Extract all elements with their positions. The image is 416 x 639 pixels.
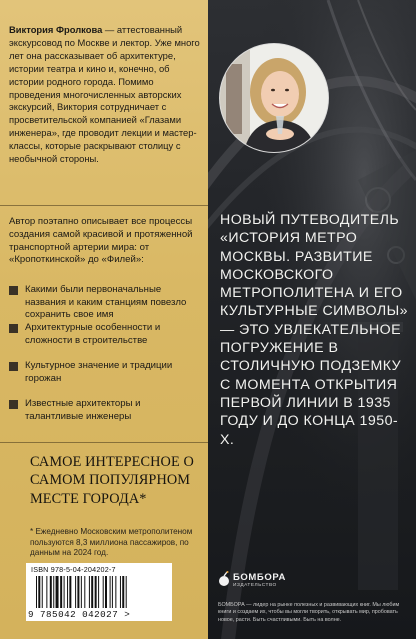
- feature-item: [9, 398, 201, 436]
- lead-text: Автор поэтапно описывает все процессы создания самой красивой и протяженной транспортной артерии мира: от «Кропоткинской» до «Филей»:: [9, 216, 193, 266]
- feature-text: Какими были первоначальные названия и каким станциям повезло сохранить свое имя: [25, 284, 187, 321]
- author-bio-text: — аттестованный экскурсовод по Москве и лектор. Уже много лет она рассказывает об архитектуре, истории театра и кино и, конечно, об истории родного города. Помимо проведения многочисленных авторских экскурсий, Виктория сотрудничает с просветительской компанией «Глазами инженера», где проводит лекции и мастер-классы, которые раскрывают столицу с необычной стороны.: [9, 24, 200, 165]
- divider-top: [0, 205, 208, 206]
- feature-item: [9, 322, 201, 360]
- square-bullet-icon: [9, 324, 18, 333]
- feature-text: Архитектурные особенности и сложности в строительстве: [25, 322, 161, 346]
- publisher-name: БОМБОРА: [233, 572, 286, 583]
- author-portrait: [219, 43, 329, 153]
- publisher-description: БОМБОРА — лидер на рынке полезных и развивающих книг. Мы любим книги и создаем их, чтобы вы могли творить, открывать мир, пробовать новое, расти. Быть счастливыми. Быть на волне.: [218, 602, 400, 623]
- square-bullet-icon: [9, 362, 18, 371]
- right-photo-panel: [208, 0, 416, 639]
- author-photo: [220, 44, 328, 152]
- barcode-number: 9 785042 042027 >: [28, 609, 131, 620]
- publisher-subtitle: ИЗДАТЕЛЬСТВО: [233, 583, 277, 588]
- isbn-label: ISBN 978-5-04-204202-7: [31, 565, 116, 574]
- footnote: * Ежедневно Московским метрополитеном пользуются 8,3 миллиона пассажиров, по данным на 2024 год.: [30, 527, 193, 558]
- author-name: Виктория Фролкова: [9, 24, 103, 35]
- feature-item: [9, 284, 201, 322]
- square-bullet-icon: [9, 400, 18, 409]
- feature-item: [9, 360, 201, 398]
- tagline: САМОЕ ИНТЕРЕСНОЕ О САМОМ ПОПУЛЯРНОМ МЕСТЕ ГОРОДА*: [30, 454, 194, 507]
- feature-text: Известные архитекторы и талантливые инженеры: [25, 398, 141, 422]
- divider-bottom: [0, 442, 208, 443]
- bombora-logo-icon: [218, 571, 230, 587]
- barcode-icon: [34, 576, 166, 608]
- feature-list: [9, 284, 201, 436]
- square-bullet-icon: [9, 286, 18, 295]
- feature-text: Культурное значение и традиции горожан: [25, 360, 173, 384]
- author-bio: [9, 24, 201, 166]
- main-description: НОВЫЙ ПУТЕВОДИТЕЛЬ «ИСТОРИЯ МЕТРО МОСКВЫ. РАЗВИТИЕ МОСКОВСКОГО МЕТРОПОЛИТЕНА И ЕГО КУЛЬТУРНЫЕ СИМВОЛЫ» — ЭТО УВЛЕКАТЕЛЬНОЕ ПОГРУЖЕНИЕ В СТОЛИЧНУЮ ПОДЗЕМКУ С МОМЕНТА ОТКРЫТИЯ ПЕРВОЙ ЛИНИИ В 1935 ГОДУ И ДО КОНЦА 1950-Х.: [220, 212, 408, 448]
- isbn-barcode-block: [26, 563, 172, 621]
